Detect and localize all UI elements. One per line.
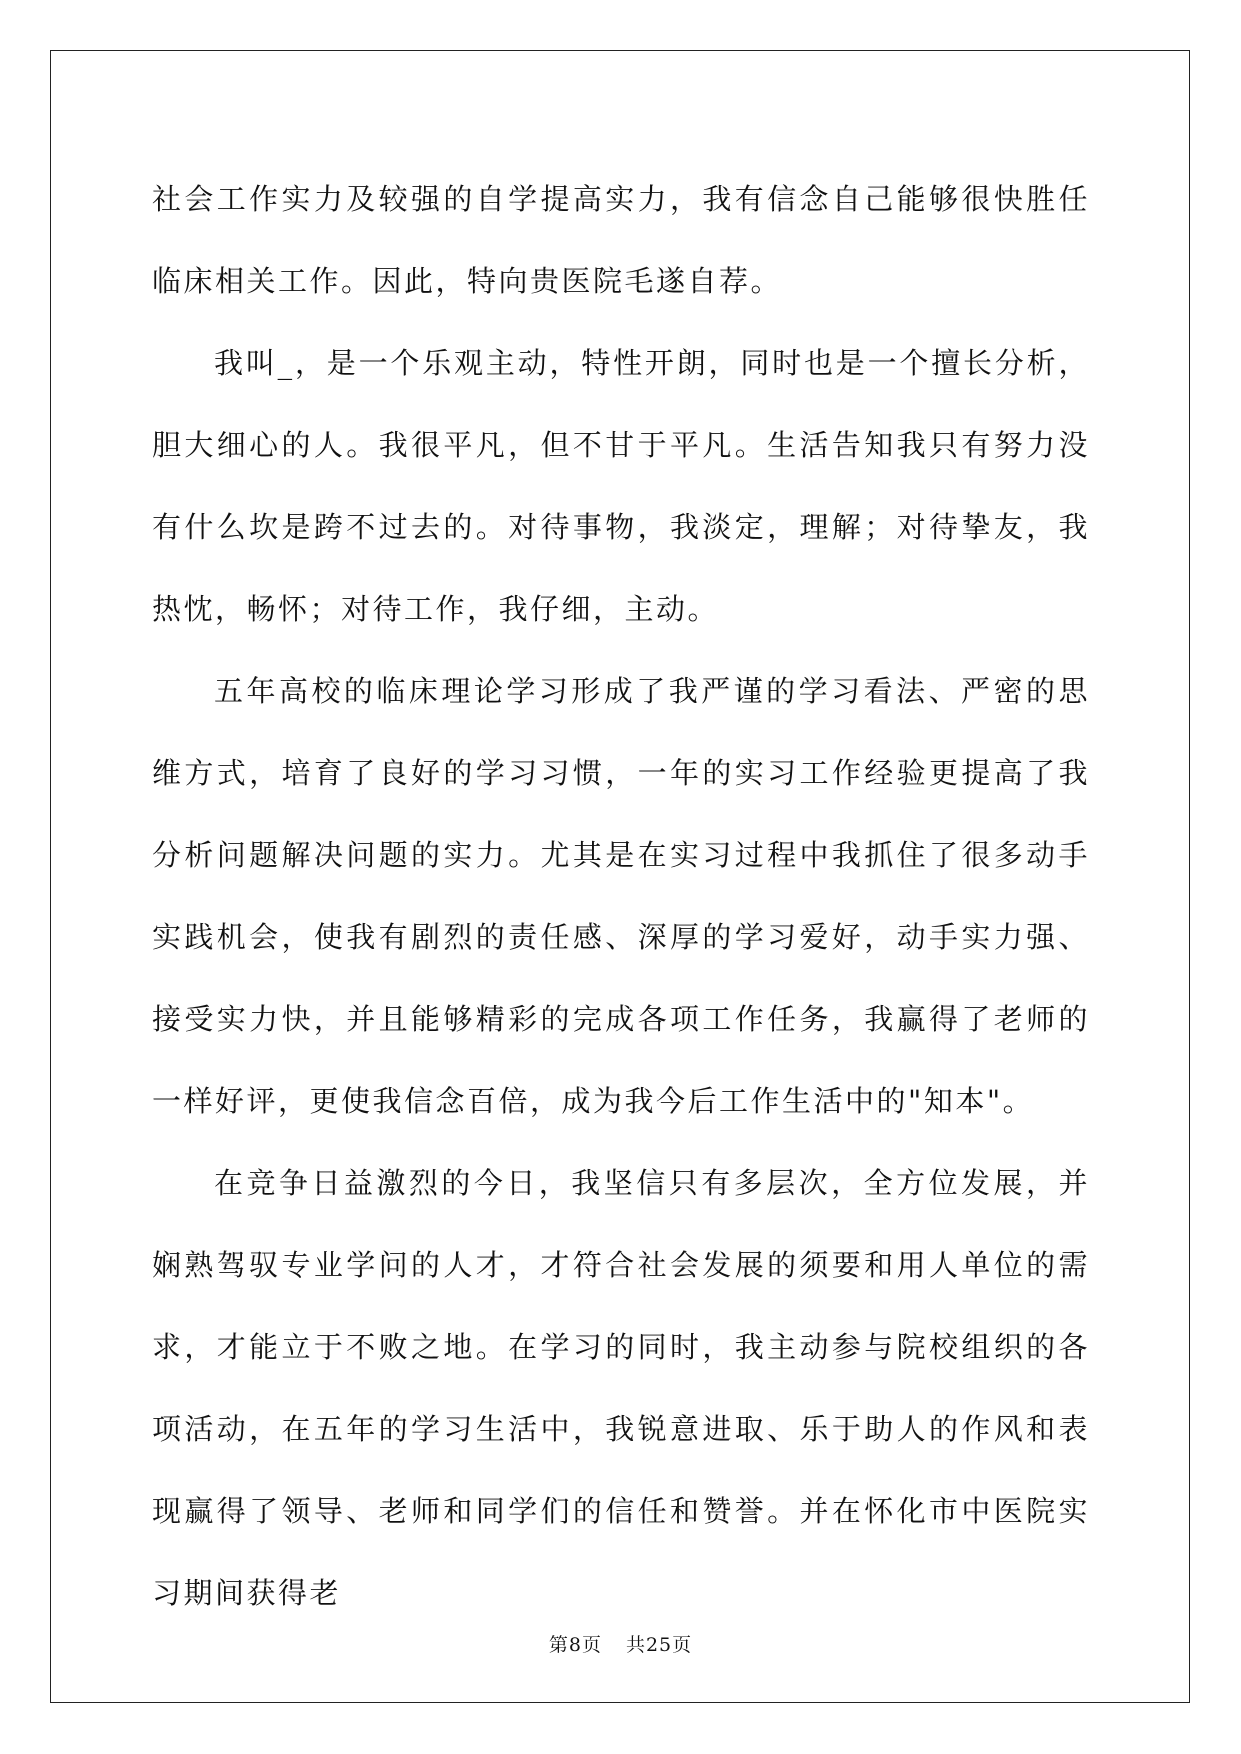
paragraph-4: 在竞争日益激烈的今日，我坚信只有多层次，全方位发展，并娴熟驾驭专业学问的人才，才符合社会发展的须要和用人单位的需求，才能立于不败之地。在学习的同时，我主动参与院校组织的各项活动，在五年的学习生活中，我锐意进取、乐于助人的作风和表现赢得了领导、老师和同学们的信任和赞誉。并在怀化市中医院实习期间获得老 <box>152 1166 1090 1610</box>
total-pages: 共25页 <box>625 1634 693 1656</box>
paragraph-3: 五年高校的临床理论学习形成了我严谨的学习看法、严密的思维方式，培育了良好的学习习惯，一年的实习工作经验更提高了我分析问题解决问题的实力。尤其是在实习过程中我抓住了很多动手实践机会，使我有剧烈的责任感、深厚的学习爱好，动手实力强、接受实力快，并且能够精彩的完成各项工作任务，我赢得了老师的一样好评，更使我信念百倍，成为我今后工作生活中的"知本"。 <box>152 674 1090 1118</box>
page-number: 第8页 <box>548 1634 602 1656</box>
document-body <box>152 158 1090 1634</box>
paragraph-1: 社会工作实力及较强的自学提高实力，我有信念自己能够很快胜任临床相关工作。因此，特向贵医院毛遂自荐。 <box>152 182 1090 298</box>
paragraph-2: 我叫_，是一个乐观主动，特性开朗，同时也是一个擅长分析，胆大细心的人。我很平凡，但不甘于平凡。生活告知我只有努力没有什么坎是跨不过去的。对待事物，我淡定，理解；对待挚友，我热忱，畅怀；对待工作，我仔细，主动。 <box>152 346 1090 626</box>
page-footer <box>0 1630 1241 1657</box>
